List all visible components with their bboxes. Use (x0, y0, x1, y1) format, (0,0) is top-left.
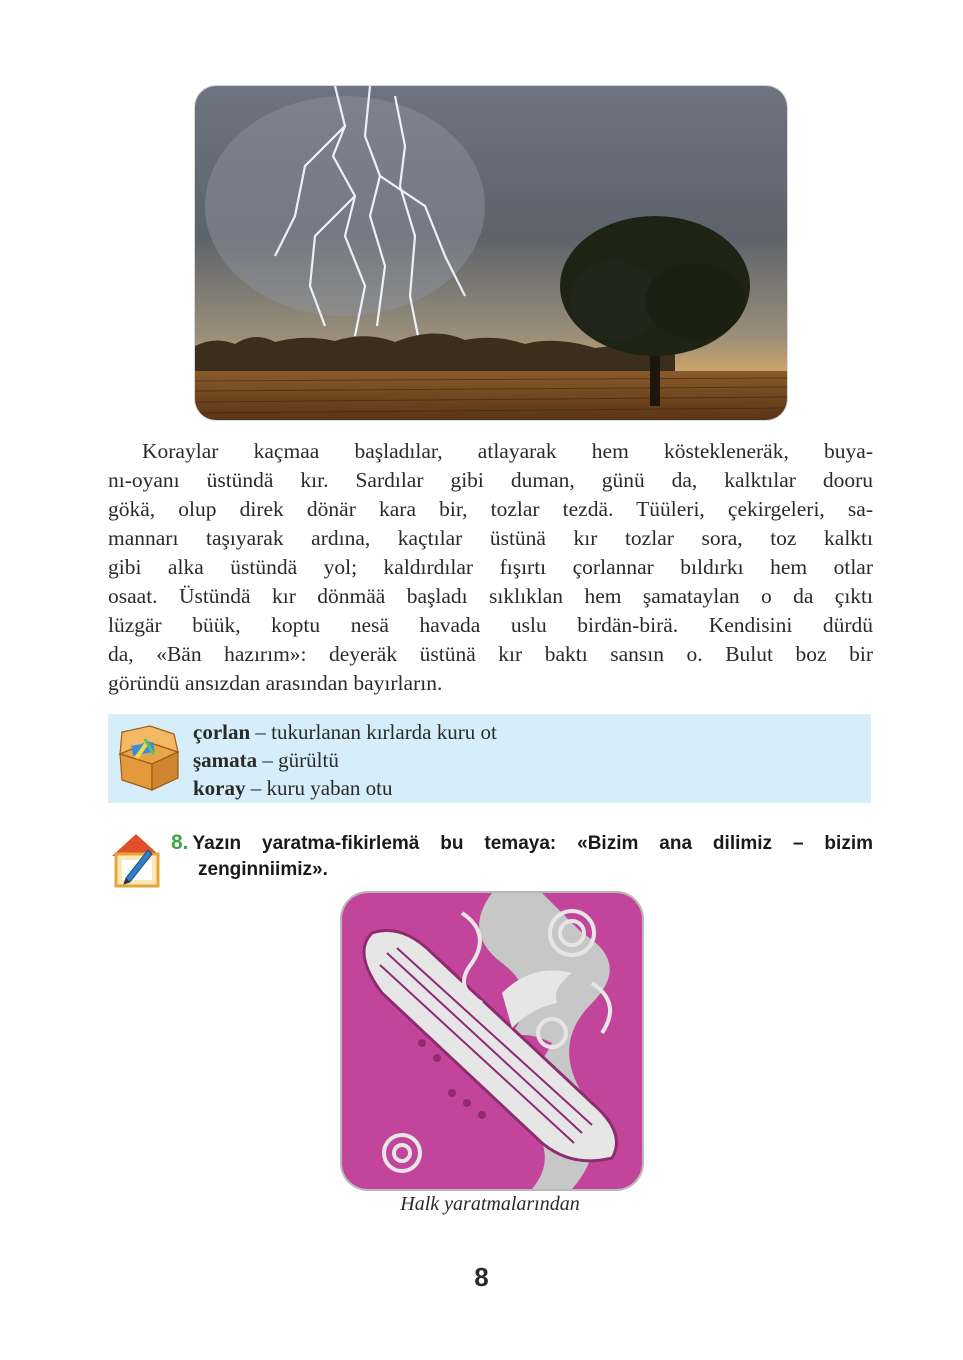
reading-line: osaat. Üstündä kır dönmää başladı sıklıklan hem şamataylan o da çıktı (108, 584, 873, 608)
glossary-item (193, 774, 497, 802)
reading-line: gökä, olup direk dönär kara bir, tozlar tezdä. Tüüleri, çekirgeleri, sa- (108, 497, 873, 521)
reading-line: nı-oyanı üstündä kır. Sardılar gibi duman, günü da, kalktılar dooru (108, 468, 873, 492)
house-pencil-icon (108, 830, 164, 888)
reading-line: lüzgär büük, koptu nesä havada uslu birdän-birä. Kendisini dürdü (108, 613, 873, 637)
glossary-list (193, 718, 497, 802)
task-text-1: Yazın yaratma-fikirlemä bu temaya: «Bizim ana dilimiz – bizim (192, 833, 873, 854)
artwork-caption: Halk yaratmalarından (400, 1193, 580, 1215)
reading-line: göründü ansızdan arasından bayırların. (108, 671, 443, 695)
glossary-term: şamata (193, 748, 258, 772)
task-line-2: zenginniimiz». (198, 859, 328, 880)
task-8 (171, 830, 873, 883)
storm-photo (194, 85, 788, 421)
reading-line: gibi alka üstündä yol; kaldırdılar fışırtı çorlannar bıldırkı hem otlar (108, 555, 873, 579)
glossary-definition: – gürültü (257, 748, 339, 772)
glossary-item (193, 718, 497, 746)
folk-art-image (340, 891, 644, 1191)
glossary-term: koray (193, 776, 246, 800)
task-line-1 (171, 830, 873, 857)
reading-line: mannarı taşıyarak ardına, kaçtılar üstünä kır tozlar sora, toz kalktı (108, 526, 873, 550)
glossary-box (108, 714, 871, 803)
treasure-chest-icon (112, 724, 184, 794)
glossary-term: çorlan (193, 720, 251, 744)
glossary-definition: – tukurlanan kırlarda kuru ot (250, 720, 497, 744)
reading-paragraph (108, 437, 873, 698)
lightning-tree-image (195, 86, 787, 420)
folk-instrument-artwork (342, 893, 642, 1189)
reading-line: Koraylar kaçmaa başladılar, atlayarak hem köstekleneräk, buya- (142, 439, 873, 463)
glossary-definition: – kuru yaban otu (245, 776, 393, 800)
glossary-item (193, 746, 497, 774)
task-number: 8. (171, 831, 189, 854)
page-number: 8 (474, 1262, 489, 1292)
reading-line: da, «Bän hazırım»: deyeräk üstünä kır baktı sansın o. Bulut boz bir (108, 642, 873, 666)
